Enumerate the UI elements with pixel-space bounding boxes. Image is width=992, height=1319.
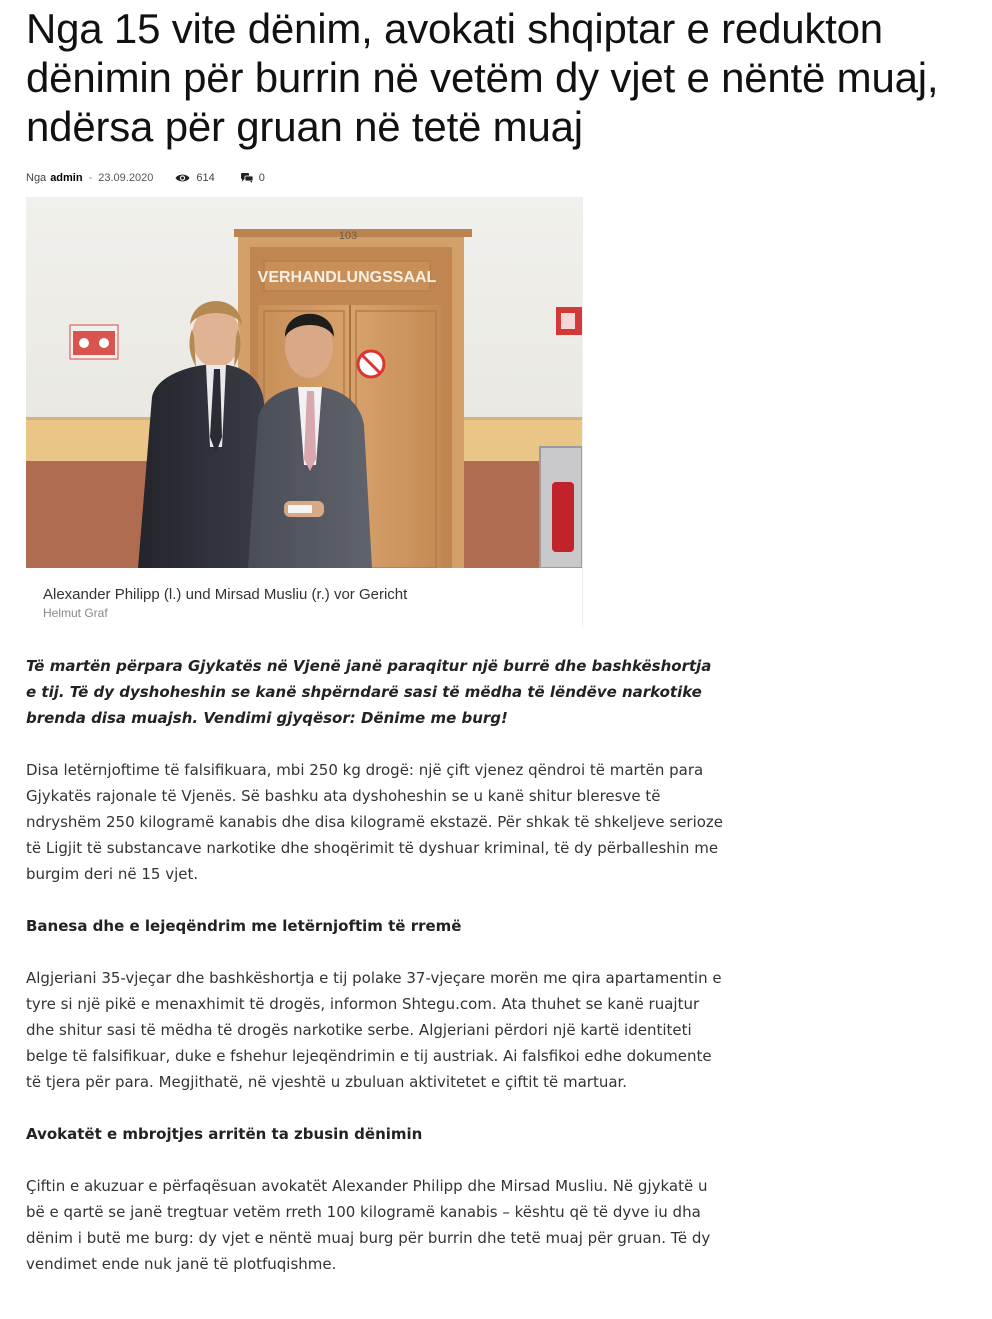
post-meta bbox=[26, 170, 265, 186]
photo-credit: Helmut Graf bbox=[43, 606, 108, 620]
article-lead: Të martën përpara Gjykatës në Vjenë janë paraqitur një burrë dhe bashkëshortja e tij. Të dy dyshoheshin se kanë shpërndarë sasi të mëdha të lëndëve narkotike brenda disa muajsh. Vendimi gjyqësor: Dënime me burg! bbox=[26, 657, 712, 727]
door-number-text: 103 bbox=[338, 230, 358, 242]
article-body bbox=[26, 653, 726, 1277]
view-count bbox=[175, 172, 214, 184]
eye-icon bbox=[175, 173, 190, 183]
featured-figure bbox=[26, 197, 583, 627]
article-subheading-1: Banesa dhe e lejeqëndrim me letërnjoftim të rremë bbox=[26, 917, 462, 935]
photo-caption: Alexander Philipp (l.) und Mirsad Musliu (r.) vor Gericht bbox=[43, 586, 408, 603]
post-date: 23.09.2020 bbox=[98, 172, 154, 184]
by-label: Nga bbox=[26, 172, 47, 184]
featured-photo bbox=[26, 197, 582, 568]
article-title: Nga 15 vite dënim, avokati shqiptar e redukton dënimin për burrin në vetëm dy vjet e nëntë muaj, ndërsa për gruan në tetë muaj bbox=[26, 5, 939, 150]
author-link[interactable]: admin bbox=[50, 172, 83, 184]
view-count-value: 614 bbox=[196, 172, 215, 184]
comment-count-value: 0 bbox=[258, 172, 265, 184]
article-subheading-2: Avokatët e mbrojtjes arritën ta zbusin dënimin bbox=[26, 1125, 423, 1143]
article-paragraph-1: Disa letërnjoftime të falsifikuara, mbi 250 kg drogë: një çift vjenez qëndroi të martën para Gjykatës rajonale të Vjenës. Së bashku ata dyshoheshin se u kanë shitur bleresve të ndryshëm 250 kilogramë kanabis dhe disa kilogramë ekstazë. Për shkak të shkeljeve serioze të Ligjit të substancave narkotike dhe shoqërimit të dyshuar kriminal, të dy përballeshin me burgim deri në 15 vjet. bbox=[26, 761, 724, 883]
comments-icon bbox=[241, 173, 253, 183]
article-paragraph-3: Çiftin e akuzuar e përfaqësuan avokatët Alexander Philipp dhe Mirsad Musliu. Në gjykatë u bë e qartë se janë tregtuar vetëm rreth 100 kilogramë kanabis – kështu që të dyve iu dha dënim i butë me burg: dy vjet e nëntë muaj burg për burrin dhe tetë muaj për gruan. Të dy vendimet ende nuk janë të plotfuqishme. bbox=[26, 1177, 711, 1273]
comment-count[interactable] bbox=[241, 172, 265, 184]
article-paragraph-2: Algjeriani 35-vjeçar dhe bashkëshortja e tij polake 37-vjeçare morën me qira apartamentin e tyre si një pikë e menaxhimit të drogës, informon Shtegu.com. Ata thuhet se kanë ruajtur dhe shitur sasi të mëdha të drogës narkotike serbe. Algjeriani përdori një kartë identiteti belge të falsifikuar, duke e fshehur lejeqëndrimin e tij austriak. Ai falsfikoi edhe dokumente të tjera për para. Megjithatë, në vjeshtë u zbuluan aktivitetet e çiftit të martuar. bbox=[26, 969, 722, 1091]
door-sign-text: VERHANDLUNGSSAAL bbox=[257, 269, 437, 286]
meta-separator: - bbox=[88, 172, 93, 184]
